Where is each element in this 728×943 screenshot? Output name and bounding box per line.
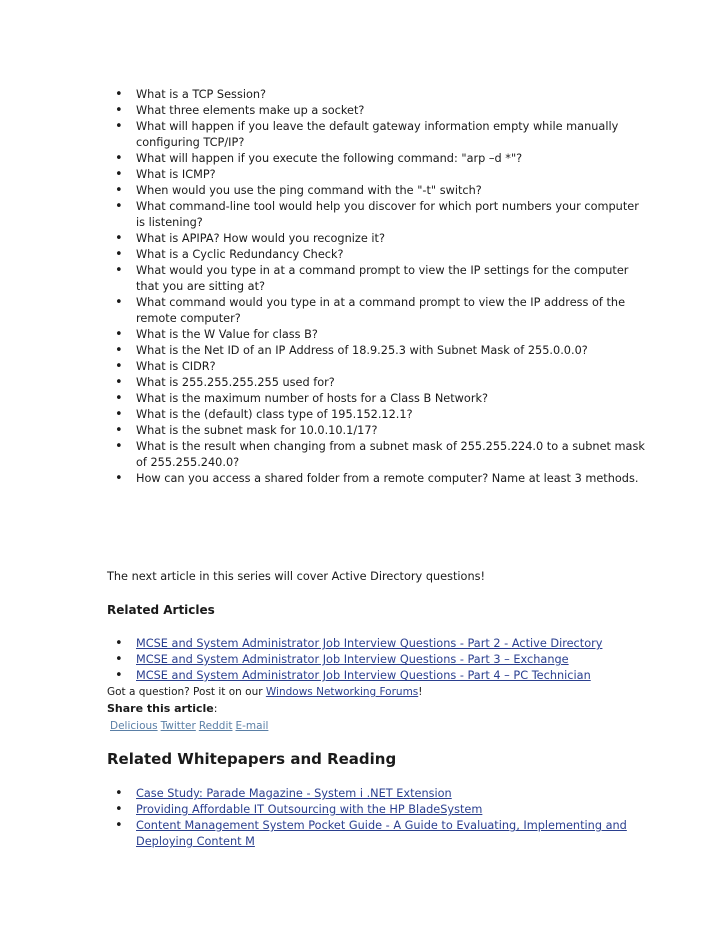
question-item: • What is the (default) class type of 195.152.12.1?	[107, 407, 647, 423]
share-heading	[107, 702, 217, 715]
question-item: • What is the W Value for class B?	[107, 327, 647, 343]
question-item: • What will happen if you leave the default gateway information empty while manually configuring TCP/IP?	[107, 119, 647, 151]
question-item: • What three elements make up a socket?	[107, 103, 647, 119]
question-item: • What is the result when changing from a subnet mask of 255.255.224.0 to a subnet mask of 255.255.240.0?	[107, 439, 647, 471]
related-article-link-part-4[interactable]: MCSE and System Administrator Job Interview Questions - Part 4 – PC Technician	[136, 669, 591, 682]
share-delicious-link[interactable]: Delicious	[110, 720, 158, 732]
question-item: • What is the Net ID of an IP Address of 18.9.25.3 with Subnet Mask of 255.0.0.0?	[107, 343, 647, 359]
list-item	[107, 802, 707, 818]
whitepapers-list	[107, 786, 707, 850]
question-item: • What will happen if you execute the following command: "arp –d *"?	[107, 151, 647, 167]
question-item: • What is ICMP?	[107, 167, 647, 183]
question-item: • What is CIDR?	[107, 359, 647, 375]
share-twitter-link[interactable]: Twitter	[160, 720, 196, 732]
question-item: • What command would you type in at a command prompt to view the IP address of the remote computer?	[107, 295, 647, 327]
list-item	[107, 636, 707, 652]
next-article-note: The next article in this series will cover Active Directory questions!	[107, 570, 486, 583]
related-article-link-part-2[interactable]: MCSE and System Administrator Job Interview Questions - Part 2 - Active Directory	[136, 637, 603, 650]
list-item	[107, 786, 707, 802]
share-email-link[interactable]: E-mail	[235, 720, 269, 732]
list-item	[107, 668, 707, 684]
question-item: • How can you access a shared folder from a remote computer? Name at least 3 methods.	[107, 471, 647, 487]
forum-link[interactable]: Windows Networking Forums	[265, 686, 419, 698]
list-item	[107, 818, 636, 850]
forum-prompt	[107, 686, 423, 698]
share-reddit-link[interactable]: Reddit	[198, 720, 233, 732]
interview-question-list	[107, 87, 647, 487]
forum-prompt-prefix: Got a question? Post it on our	[107, 686, 266, 698]
whitepaper-link-cms-guide[interactable]: Content Management System Pocket Guide - A Guide to Evaluating, Implementing and Deploying Content M	[136, 819, 627, 848]
question-item: • What is a TCP Session?	[107, 87, 647, 103]
question-item: • When would you use the ping command with the "-t" switch?	[107, 183, 647, 199]
question-item: • What is APIPA? How would you recognize it?	[107, 231, 647, 247]
whitepaper-link-bladesystem[interactable]: Providing Affordable IT Outsourcing with the HP BladeSystem	[136, 803, 483, 816]
forum-prompt-suffix: !	[418, 686, 423, 698]
whitepapers-heading: Related Whitepapers and Reading	[107, 750, 397, 768]
question-item: • What is a Cyclic Redundancy Check?	[107, 247, 647, 263]
share-links	[110, 720, 271, 732]
question-item: • What is the subnet mask for 10.0.10.1/17?	[107, 423, 647, 439]
related-articles-heading: Related Articles	[107, 603, 215, 617]
related-articles-list	[107, 636, 707, 684]
share-label: Share this article	[107, 702, 214, 715]
list-item	[107, 652, 707, 668]
question-item: • What command-line tool would help you discover for which port numbers your computer is listening?	[107, 199, 647, 231]
question-item: • What is 255.255.255.255 used for?	[107, 375, 647, 391]
whitepaper-link-parade[interactable]: Case Study: Parade Magazine - System i .NET Extension	[136, 787, 452, 800]
question-item: • What is the maximum number of hosts for a Class B Network?	[107, 391, 647, 407]
question-item: • What would you type in at a command prompt to view the IP settings for the computer that you are sitting at?	[107, 263, 647, 295]
related-article-link-part-3[interactable]: MCSE and System Administrator Job Interview Questions - Part 3 – Exchange	[136, 653, 569, 666]
share-colon: :	[213, 702, 218, 715]
